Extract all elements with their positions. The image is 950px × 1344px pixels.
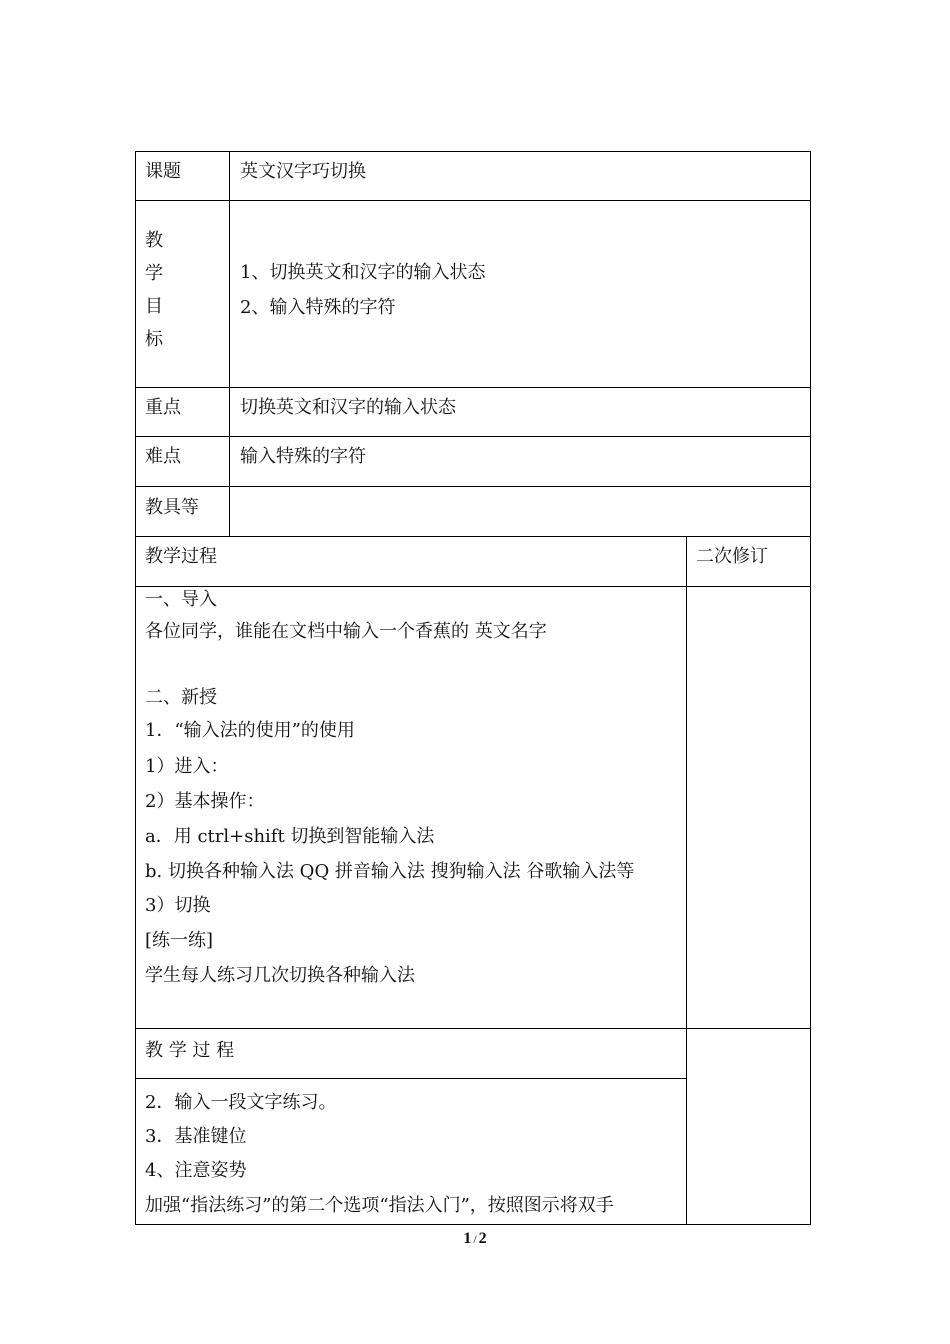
process-line: 一、导入 [145,589,217,610]
process-line: 1．“输入法的使用”的使用 [145,720,355,741]
revision-header: 二次修订 [696,546,768,567]
process-line-2: 加强“指法练习”的第二个选项“指法入门”，按照图示将双手 [145,1195,614,1216]
goal-label-char: 目 [145,296,163,317]
table-border-bottom [135,1224,811,1225]
key-point-value: 切换英文和汉字的输入状态 [240,397,456,418]
process-line: 各位同学，谁能在文档中输入一个香蕉的 英文名字 [145,621,547,642]
table-border-right [810,151,811,1225]
table-border-left [135,151,136,1225]
page-total: 2 [478,1230,487,1247]
process-line: 2）基本操作： [145,791,265,812]
row-divider [135,536,811,537]
goal-item: 2、输入特殊的字符 [240,297,396,318]
row-divider [135,387,811,388]
process-line: a．用 ctrl+shift 切换到智能输入法 [145,826,435,847]
process-line: [练一练] [145,930,214,951]
goal-label-char: 教 [145,230,163,251]
column-divider [686,536,687,1225]
column-divider [229,151,230,537]
difficulty-value: 输入特殊的字符 [240,446,366,467]
row-divider [135,486,811,487]
process-line: 学生每人练习几次切换各种输入法 [145,965,415,986]
topic-label: 课题 [145,161,181,182]
process-line: b. 切换各种输入法 QQ 拼音输入法 搜狗输入法 谷歌输入法等 [145,861,635,882]
process-header-2: 教 学 过 程 [145,1040,235,1061]
row-divider [135,586,811,587]
goal-label-char: 标 [145,329,163,350]
goal-item: 1、切换英文和汉字的输入状态 [240,262,486,283]
tools-label: 教具等 [145,497,199,518]
process-line-2: 3．基准键位 [145,1126,247,1147]
process-line-2: 2．输入一段文字练习。 [145,1092,337,1113]
process-header: 教学过程 [145,546,217,567]
page-number [0,1230,950,1248]
process-line: 1）进入： [145,756,229,777]
difficulty-label: 难点 [145,446,181,467]
page-separator: / [473,1232,477,1246]
row-divider [135,200,811,201]
process-line: 3）切换 [145,895,211,916]
process-line: 二、新授 [145,687,217,708]
process-line-2: 4、注意姿势 [145,1160,247,1181]
page-current: 1 [463,1230,472,1247]
row-divider [135,1078,687,1079]
goal-label-char: 学 [145,263,163,284]
topic-value: 英文汉字巧切换 [240,161,366,182]
key-point-label: 重点 [145,397,181,418]
table-border-top [135,151,811,152]
row-divider [135,1028,811,1029]
row-divider [135,436,811,437]
